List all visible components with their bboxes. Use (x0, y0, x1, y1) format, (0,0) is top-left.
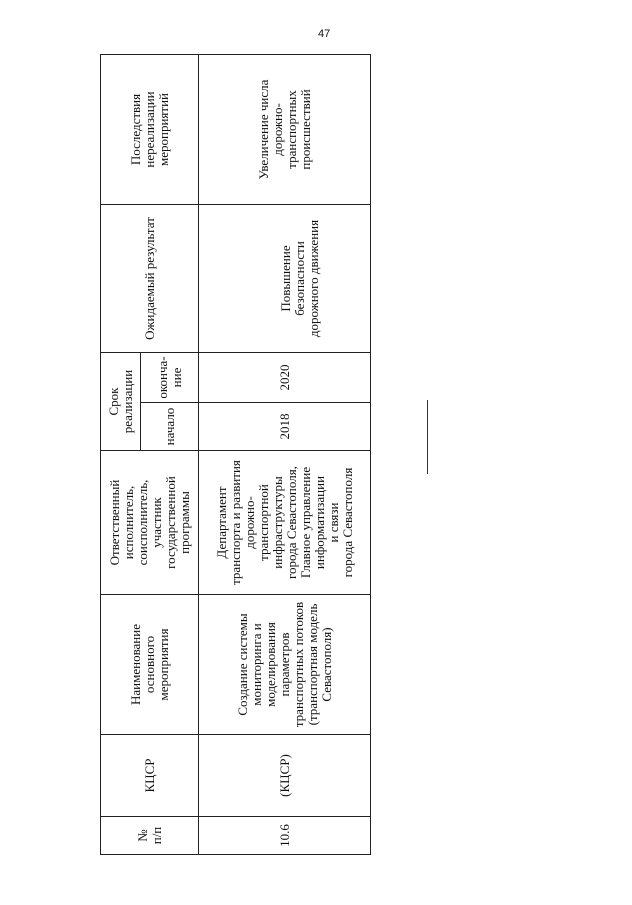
page-number: 47 (318, 28, 331, 40)
header-cell-number: № п/п (101, 817, 199, 855)
header-cell-expected-result: Ожидаемый результат (101, 204, 199, 352)
header-cell-end: оконча- ние (141, 352, 199, 402)
row-cell-activity-name: Создание системы мониторинга и моделирования параметров транспортных потоков (транспортная модель Севастополя) (199, 595, 371, 735)
header-cell-consequences: Последствия нереализации мероприятий (101, 54, 199, 204)
separator-line (427, 400, 428, 474)
header-cell-start: начало (141, 403, 199, 451)
table-row (199, 54, 371, 854)
rotated-table-container (100, 55, 370, 855)
header-cell-activity-name: Наименование основного мероприятия (101, 595, 199, 735)
row-cell-consequences: Увеличение числа дорожно- транспортных происшествий (199, 54, 371, 204)
header-cell-responsible: Ответственный исполнитель, соисполнитель, участник государственной программы (101, 451, 199, 595)
program-activities-table (100, 54, 371, 855)
header-cell-term: Срок реализации (101, 352, 141, 450)
row-cell-end: 2020 (199, 352, 371, 402)
row-cell-responsible: Департамент транспорта и развития дорожно- транспортной инфраструктуры города Севастополя, Главное управление информатизации и связи города Севастополя (199, 451, 371, 595)
header-cell-kcsr: КЦСР (101, 735, 199, 817)
row-cell-number: 10.6 (199, 817, 371, 855)
row-cell-kcsr: (КЦСР) (199, 735, 371, 817)
row-cell-start: 2018 (199, 403, 371, 451)
row-cell-expected-result: Повышение безопасности дорожного движения (199, 204, 371, 352)
header-row-1 (101, 54, 141, 854)
